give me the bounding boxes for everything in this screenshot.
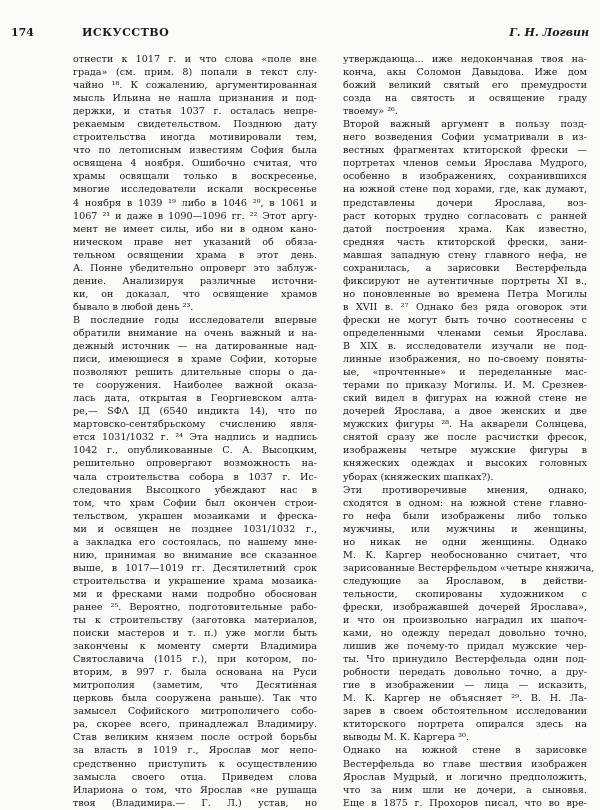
text-line: твоему» ²⁶.	[343, 106, 398, 118]
text-line: мужчины, или мужчины и женщины,	[343, 523, 587, 535]
text-line: чайно ¹⁸. К сожалению, аргументированная	[73, 80, 317, 92]
text-line: зарисованные Вестерфельдом «четыре княжича,	[343, 562, 595, 574]
text-line: выше, в 1017—1019 гг. Десятилетний срок	[73, 562, 317, 574]
text-line: М. К. Каргер не объясняет ²⁹. В. Н. Ла-	[343, 693, 587, 705]
text-line: В последние годы исследователи впервые	[73, 314, 317, 326]
text-line: конча, акы Соломон Давыдова. Иже дом	[343, 67, 587, 79]
text-line: и что он произвольно наградил их шапоч-	[343, 615, 587, 627]
text-line: строительства и украшение храма мозаика-	[73, 575, 317, 587]
text-line: гие в изображении — лица — исказить,	[343, 680, 587, 692]
text-line: Святославича (1015 г.), при котором, по-	[73, 654, 317, 666]
text-line: ты к строительству (заготовка материалов,	[73, 615, 317, 627]
text-line: мартовско-сентябрьскому счислению явля-	[73, 419, 317, 431]
text-line: фрески не могут быть точно соотнесены с	[343, 314, 587, 326]
text-line: решительно опровергают возможность на-	[73, 458, 317, 470]
author-name: Г. Н. Логвин	[509, 26, 589, 39]
text-line: твоя (Владимира.— Г. Л.) устав, но	[73, 797, 317, 809]
text-line: датой построения храма. Как известно,	[343, 223, 587, 235]
text-line: дочерей Ярослава, а двое женских и две	[343, 406, 587, 418]
text-line: но поновленные во времена Петра Могилы	[343, 288, 587, 300]
text-line: держки, и статья 1037 г. осталась непре-	[73, 106, 317, 118]
text-line: вторим, в 997 г. была основана на Руси	[73, 667, 317, 679]
text-line: Однако на южной стене в зарисовке	[343, 745, 587, 757]
text-line: писи, имеющиеся в храме Софии, которые	[73, 354, 317, 366]
text-line: изображены четыре мужские фигуры в	[343, 445, 587, 457]
section-title: ИСКУССТВО	[82, 26, 170, 39]
text-line: 1067 ²¹ и даже в 1090—1096 гг. ²² Этот аргу-	[73, 210, 317, 222]
text-line: лишив же почему-то придал мужские чер-	[343, 641, 587, 653]
text-line: представлены дочери Ярослава, воз-	[343, 197, 587, 209]
text-line: замысел Софийского митрополичего собо-	[73, 706, 317, 718]
text-line: обратили внимание на очень важный и на-	[73, 327, 317, 339]
text-line: робности передать довольно точно, а дру-	[343, 667, 587, 679]
text-line: раст которых трудно согласовать с ранней	[343, 210, 587, 222]
text-line: том, что храм Софии был окончен строи-	[73, 497, 317, 509]
text-line: закончены к моменту смерти Владимира	[73, 641, 317, 653]
text-line: многие исследователи искали воскресенье	[73, 184, 317, 196]
left-text-column	[73, 53, 317, 809]
text-line: М. К. Каргер необоснованно считает, что	[343, 549, 587, 561]
text-line: вестных фрагментах ктиторской фрески —	[343, 145, 587, 157]
text-line: на южной стене под хорами, где, как думают,	[343, 184, 587, 196]
text-line: ский видел в фигурах на южной стене не	[343, 393, 587, 405]
text-line: рекаемым свидетельством. Позднюю дату	[73, 119, 317, 131]
page-number: 174	[11, 26, 34, 39]
text-line: что за ним шли не дочери, а сыновья.	[343, 784, 587, 796]
text-line: в XVII в. ²⁷ Однако без ряда оговорок эти	[343, 301, 587, 313]
text-line: Второй важный аргумент в пользу позд-	[343, 119, 587, 131]
text-line: линные изображения, но по-своему поняты-	[343, 354, 587, 366]
text-line: ется 1031/1032 г. ²⁴ Эта надпись и надпись	[73, 432, 317, 444]
text-line: бывало в любой день ²³.	[73, 301, 194, 313]
text-line: мысль Ильина не нашла признания и под-	[73, 93, 317, 105]
text-line: храмы освящали только в воскресенье,	[73, 171, 317, 183]
text-line: тельном освящении храма в этот день.	[73, 249, 317, 261]
text-line: те сооружения. Наиболее важной оказа-	[73, 380, 317, 392]
text-line: сходятся в одном: на южной стене главно-	[343, 497, 587, 509]
text-line: следования Высоцкого убеждают нас в	[73, 484, 317, 496]
text-line: церковь была сооружена раньше). Так что	[73, 693, 317, 705]
text-line: Еще в 1875 г. Прохоров писал, что во вре-	[343, 797, 587, 809]
text-line: замысла своего отца. Приведем слова	[73, 771, 317, 783]
text-line: лась дата, открытая в Георгиевском алта-	[73, 393, 317, 405]
text-line: ки, он доказал, что освящение храмов	[73, 288, 317, 300]
text-line: ми и фресками нами подробно обоснован	[73, 588, 317, 600]
text-line: тельности, скопированы художником с	[343, 588, 587, 600]
text-line: ми и освящен не позднее 1031/1032 г.,	[73, 523, 317, 535]
text-line: Эти противоречивые мнения, однако,	[343, 484, 587, 496]
text-line: Вестерфельда во главе шествия изображен	[343, 758, 587, 770]
text-line: выводы М. К. Каргера ³⁰.	[343, 732, 469, 744]
text-line: В XIX в. исследователи изучали не под-	[343, 341, 587, 353]
text-line: ранее ²⁵. Вероятно, подготовительные рабо-	[73, 601, 317, 613]
text-line: средняя часть ктиторской фрески, зани-	[343, 236, 587, 248]
text-line: града» (см. прим. 8) попали в текст слу-	[73, 67, 317, 79]
text-line: го нефа были изображены либо только	[343, 510, 587, 522]
text-line: фиксируют не аутентичные портреты XI в.,	[343, 275, 587, 287]
text-line: ты. Что принудило Вестерфельда одни под-	[343, 654, 587, 666]
text-line: Ярослав Мудрый, и логично предположить,	[343, 771, 587, 783]
text-line: фрески, изображавшей дочерей Ярослава»,	[343, 601, 587, 613]
text-line: дежный источник — на датированные над-	[73, 341, 317, 353]
text-line: зарев в своем обстоятельном исследовании	[343, 706, 587, 718]
running-header	[11, 26, 589, 40]
text-line: нию, принимая во внимание все сказанное	[73, 549, 317, 561]
text-line: уборах (княжеских шапках?).	[343, 471, 494, 483]
text-line: ые, «прочтенные» и переделанные мас-	[343, 367, 587, 379]
text-line: за власть в 1019 г., Ярослав мог непо-	[73, 745, 317, 757]
text-line: позволяют решить длительные споры о да-	[73, 367, 317, 379]
text-line: чала строительства собора в 1037 г. Ис-	[73, 471, 317, 483]
right-text-column	[343, 53, 595, 809]
text-line: терами по приказу Могилы. И. М. Срезнев-	[343, 380, 587, 392]
text-line: Илариона о том, что Ярослав «не рушаща	[73, 784, 317, 796]
text-line: ническом праве нет указаний об обяза-	[73, 236, 317, 248]
text-line: мавшая западную стену главного нефа, не	[343, 249, 587, 261]
text-line: снятой сразу же после расчистки фресок,	[343, 432, 587, 444]
text-line: особенно в изображениях, сохранившихся	[343, 171, 587, 183]
text-line: тельством, украшен мозаиками и фреска-	[73, 510, 317, 522]
text-line: строительства иногда мотивировали тем,	[73, 132, 317, 144]
text-line: мужских фигуры ²⁸. На акварели Солнцева,	[343, 419, 587, 431]
text-line: что по летописным известиям София была	[73, 145, 317, 157]
text-line: следующие за Ярославом, в действи-	[343, 575, 587, 587]
text-line: ра, скорее всего, принадлежал Владимиру.	[73, 719, 317, 731]
text-line: отнести к 1017 г. и что слова «поле вне	[73, 54, 317, 65]
text-line: созда на святость и освящение граду	[343, 93, 587, 105]
text-line: 1042 г., опубликованные С. А. Высоцким,	[73, 445, 317, 457]
text-line: Став великим князем после острой борьбы	[73, 732, 317, 744]
text-line: утверждающа... иже недокончаная твоя на-	[343, 54, 587, 65]
text-line: освящена 4 ноября. Ошибочно считая, что	[73, 158, 317, 170]
text-line: а закладка его состоялась, по нашему мне-	[73, 536, 317, 548]
text-line: ками, но одежду передал довольно точно,	[343, 628, 587, 640]
text-line: ктиторского портрета опирался здесь на	[343, 719, 587, 731]
text-line: ре,— ЅФΛ ІД (6540 индикта 14), что по	[73, 406, 317, 418]
text-line: митрополия (заметим, что Десятинная	[73, 680, 317, 692]
text-line: сохранилась, а зарисовки Вестерфельда	[343, 262, 587, 274]
text-line: средственно приступить к осуществлению	[73, 758, 317, 770]
text-line: мент не имеет силы, ибо ни в одном кано-	[73, 223, 317, 235]
text-line: него возведения Софии усматривали в из-	[343, 132, 587, 144]
text-line: княжеских одеждах и высоких головных	[343, 458, 587, 470]
text-line: божий великий святый его премудрости	[343, 80, 587, 92]
text-line: но никак не одни женщины. Однако	[343, 536, 587, 548]
text-line: 4 ноября в 1039 ¹⁹ либо в 1046 ²⁰, в 1061 и	[73, 197, 317, 209]
text-line: поиски мастеров и т. п.) уже могли быть	[73, 628, 317, 640]
text-line: определенными членами семьи Ярослава.	[343, 327, 587, 339]
text-line: А. Понне убедительно опроверг это заблуж-	[73, 262, 317, 274]
text-line: дение. Анализируя различные источни-	[73, 275, 317, 287]
text-line: портретах членов семьи Ярослава Мудрого,	[343, 158, 587, 170]
